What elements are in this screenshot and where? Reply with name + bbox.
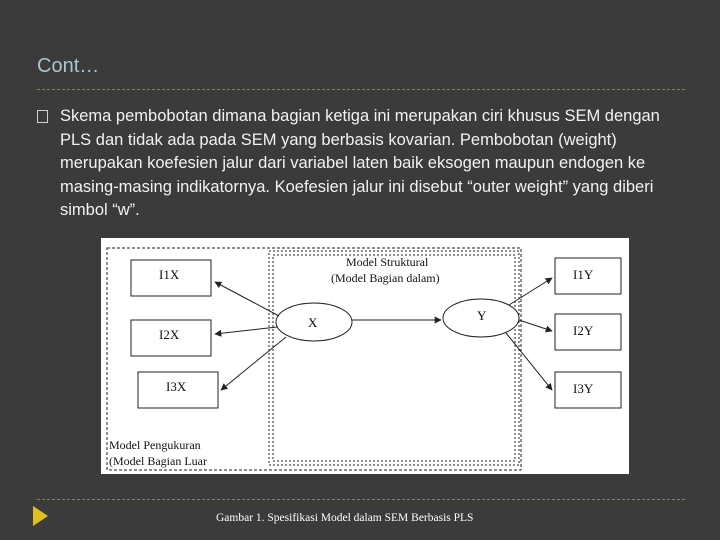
pls-model-figure: [101, 238, 629, 474]
outer-arrow-y-i3y: [506, 333, 552, 390]
indicator-label-i3x: I3X: [166, 379, 187, 394]
pls-diagram: [101, 238, 629, 474]
indicator-label-i1y: I1Y: [573, 267, 594, 282]
slide-title: Cont…: [37, 55, 100, 77]
latent-y-label: Y: [477, 308, 487, 323]
measurement-title-line1: Model Pengukuran: [109, 438, 201, 452]
bullet-icon: [37, 110, 48, 123]
outer-arrow-x-i3x: [221, 337, 286, 390]
bullet-text: Skema pembobotan dimana bagian ketiga ini merupakan ciri khusus SEM dengan PLS dan tidak ada pada SEM yang berbasis kovarian. Pembobotan (weight) merupakan koefesien jalur dari variabel laten baik eksogen maupun endogen ke masing-masing indikatornya. Koefesien jalur ini disebut “outer weight” yang diberi simbol “w”.: [60, 107, 660, 219]
measurement-title-line2: (Model Bagian Luar: [109, 454, 207, 468]
outer-arrow-y-i2y: [519, 320, 552, 331]
indicator-label-i2y: I2Y: [573, 323, 594, 338]
top-divider: [37, 89, 685, 90]
structural-title-line1: Model Struktural: [346, 255, 429, 269]
bottom-divider: [37, 499, 685, 500]
latent-x-label: X: [308, 315, 318, 330]
play-icon: [33, 506, 48, 526]
outer-arrow-x-i2x: [215, 327, 277, 334]
indicator-label-i3y: I3Y: [573, 381, 594, 396]
figure-caption: Gambar 1. Spesifikasi Model dalam SEM Berbasis PLS: [216, 512, 474, 524]
structural-title-line2: (Model Bagian dalam): [331, 271, 440, 285]
indicator-label-i2x: I2X: [159, 327, 180, 342]
indicator-label-i1x: I1X: [159, 267, 180, 282]
